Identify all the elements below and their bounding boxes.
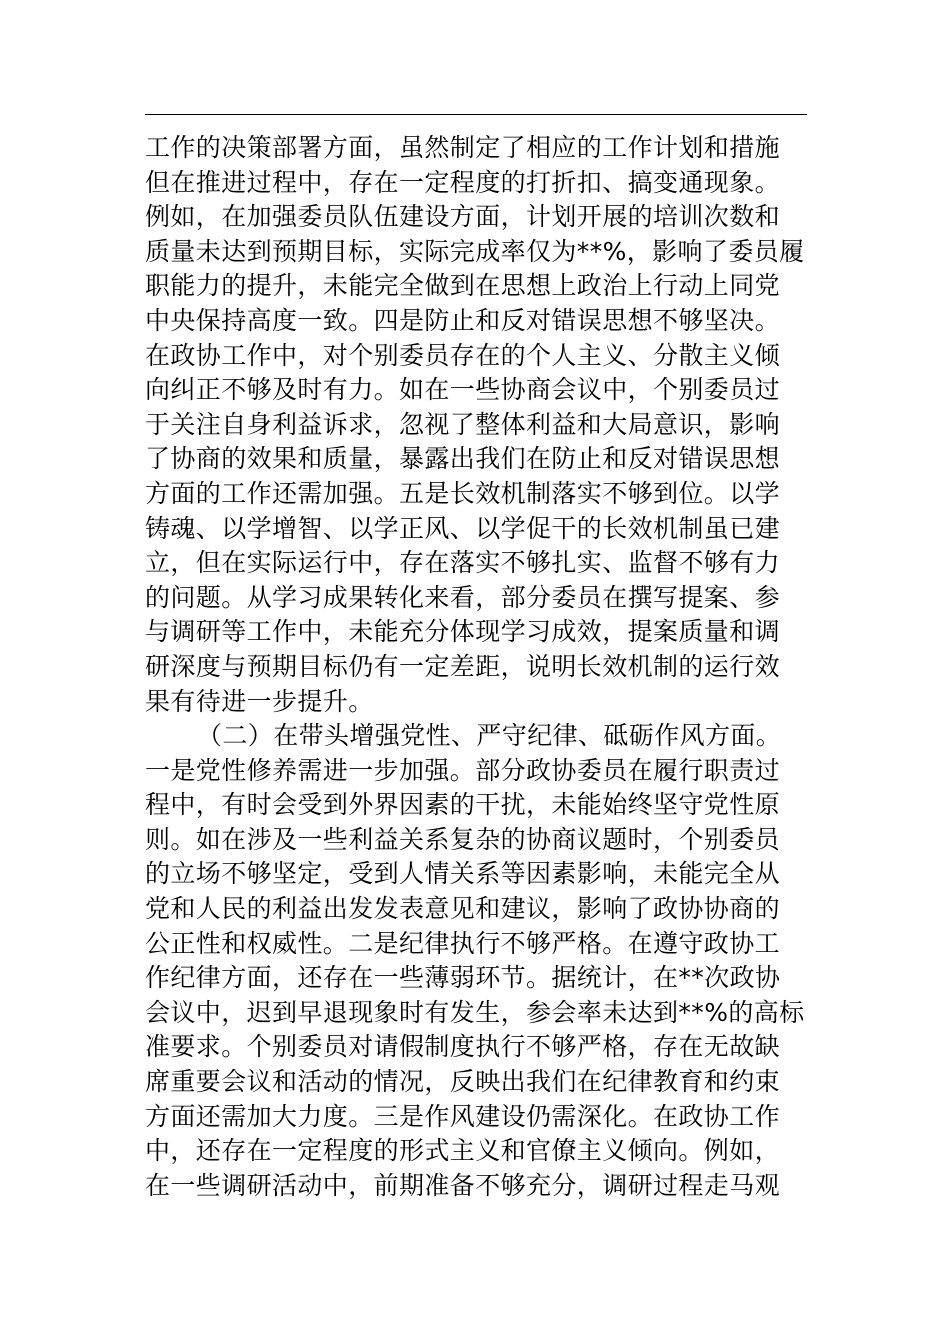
text-line: 在政协工作中，对个别委员存在的个人主义、分散主义倾 bbox=[145, 340, 781, 370]
text-line: 例如，在加强委员队伍建设方面，计划开展的培训次数和 bbox=[145, 202, 781, 232]
text-line: 与调研等工作中，未能充分体现学习成效，提案质量和调 bbox=[145, 617, 781, 647]
text-line: 方面的工作还需加强。五是长效机制落实不够到位。以学 bbox=[145, 478, 781, 508]
text-line: 会议中，迟到早退现象时有发生，参会率未达到**%的高标 bbox=[145, 997, 805, 1027]
text-line: 研深度与预期目标仍有一定差距，说明长效机制的运行效 bbox=[145, 651, 781, 681]
text-line: 作纪律方面，还存在一些薄弱环节。据统计，在**次政协 bbox=[145, 963, 781, 993]
text-line: 工作的决策部署方面，虽然制定了相应的工作计划和措施 bbox=[145, 133, 781, 162]
text-line: 果有待进一步提升。 bbox=[145, 686, 374, 716]
text-line: 了协商的效果和质量，暴露出我们在防止和反对错误思想 bbox=[145, 444, 781, 474]
text-line: 立，但在实际运行中，存在落实不够扎实、监督不够有力 bbox=[145, 548, 781, 578]
section-heading-line: （二）在带头增强党性、严守纪律、砥砺作风方面。 bbox=[197, 721, 782, 751]
text-line: 公正性和权威性。二是纪律执行不够严格。在遵守政协工 bbox=[145, 928, 781, 958]
header-rule bbox=[145, 114, 807, 115]
text-line: 方面还需加大力度。三是作风建设仍需深化。在政协工作 bbox=[145, 1101, 781, 1131]
text-line: 于关注自身利益诉求，忽视了整体利益和大局意识，影响 bbox=[145, 409, 781, 439]
body-text bbox=[145, 131, 815, 1203]
text-line: 的立场不够坚定，受到人情关系等因素影响，未能完全从 bbox=[145, 859, 781, 889]
text-line: 的问题。从学习成果转化来看，部分委员在撰写提案、参 bbox=[145, 582, 781, 612]
text-line: 但在推进过程中，存在一定程度的打折扣、搞变通现象。 bbox=[145, 167, 781, 197]
text-line: 向纠正不够及时有力。如在一些协商会议中，个别委员过 bbox=[145, 375, 781, 405]
text-line: 职能力的提升，未能完全做到在思想上政治上行动上同党 bbox=[145, 271, 781, 301]
text-line: 中央保持高度一致。四是防止和反对错误思想不够坚决。 bbox=[145, 305, 781, 335]
text-line: 铸魂、以学增智、以学正风、以学促干的长效机制虽已建 bbox=[145, 513, 781, 543]
text-line: 准要求。个别委员对请假制度执行不够严格，存在无故缺 bbox=[145, 1032, 781, 1062]
text-line: 程中，有时会受到外界因素的干扰，未能始终坚守党性原 bbox=[145, 790, 781, 820]
text-line: 一是党性修养需进一步加强。部分政协委员在履行职责过 bbox=[145, 755, 781, 785]
text-line: 在一些调研活动中，前期准备不够充分，调研过程走马观 bbox=[145, 1170, 781, 1200]
text-line: 中，还存在一定程度的形式主义和官僚主义倾向。例如， bbox=[145, 1136, 781, 1166]
text-line: 席重要会议和活动的情况，反映出我们在纪律教育和约束 bbox=[145, 1067, 781, 1097]
text-line: 则。如在涉及一些利益关系复杂的协商议题时，个别委员 bbox=[145, 824, 781, 854]
text-line: 党和人民的利益出发发表意见和建议，影响了政协协商的 bbox=[145, 894, 781, 924]
text-line: 质量未达到预期目标，实际完成率仅为**%，影响了委员履 bbox=[145, 236, 805, 266]
